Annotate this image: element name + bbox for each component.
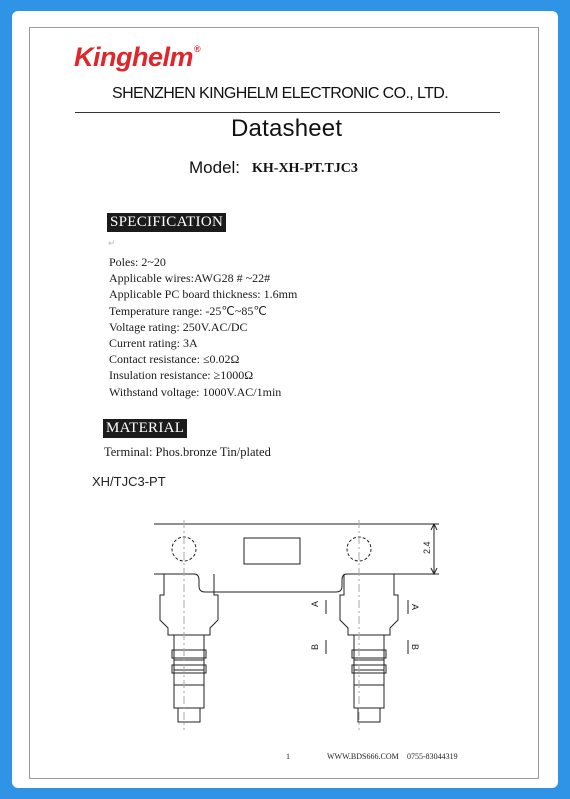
material-heading: [103, 419, 187, 438]
registered-mark: ®: [194, 44, 201, 54]
carrier-strip: [154, 524, 429, 592]
section-b-right: B: [410, 644, 420, 651]
footer-url: WWW.BDS666.COM: [327, 752, 399, 761]
spec-contact-resistance: Contact resistance: ≤0.02Ω: [109, 352, 240, 367]
terminal-right: [340, 574, 398, 722]
spec-voltage: Voltage rating: 250V.AC/DC: [109, 319, 248, 334]
spec-poles: Poles: 2~20: [109, 255, 166, 269]
spec-temperature: Temperature range: -25℃~85℃: [109, 303, 267, 318]
terminal-material: Terminal: Phos.bronze Tin/plated: [104, 445, 271, 459]
spec-insulation-resistance: Insulation resistance: ≥1000Ω: [109, 368, 254, 383]
terminal-drawing: [74, 500, 494, 740]
section-b-left: B: [310, 643, 320, 650]
spec-withstand-voltage: Withstand voltage: 1000V.AC/1min: [109, 384, 282, 399]
paragraph-mark-icon: ↵: [108, 238, 116, 248]
spec-current: Current rating: 3A: [109, 336, 198, 351]
section-a-right: A: [410, 604, 420, 611]
material-heading-text: MATERIAL: [106, 420, 185, 436]
terminal-left: [160, 574, 218, 722]
dimension-label: 2.4: [422, 541, 432, 554]
spec-board-thickness: Applicable PC board thickness: 1.6mm: [109, 287, 298, 302]
company-name: SHENZHEN KINGHELM ELECTRONIC CO., LTD.: [112, 85, 449, 102]
model-label: Model:: [189, 158, 241, 177]
model-value: KH-XH-PT.TJC3: [252, 161, 358, 176]
specification-heading: [107, 213, 226, 232]
specification-list: [109, 254, 297, 400]
header-divider: [75, 112, 500, 113]
logo-text: Kinghelm: [74, 42, 194, 72]
center-window: [244, 538, 300, 564]
page-number: 1: [286, 752, 290, 761]
page-title: Datasheet: [231, 115, 343, 142]
drawing-title: XH/TJC3-PT: [92, 474, 166, 489]
specification-heading-text: SPECIFICATION: [110, 214, 224, 230]
spec-wires: Applicable wires:AWG28 # ~22#: [109, 271, 271, 286]
footer-phone: 0755-83044319: [407, 752, 458, 761]
kinghelm-logo: [74, 42, 200, 73]
section-a-left: A: [310, 600, 320, 607]
